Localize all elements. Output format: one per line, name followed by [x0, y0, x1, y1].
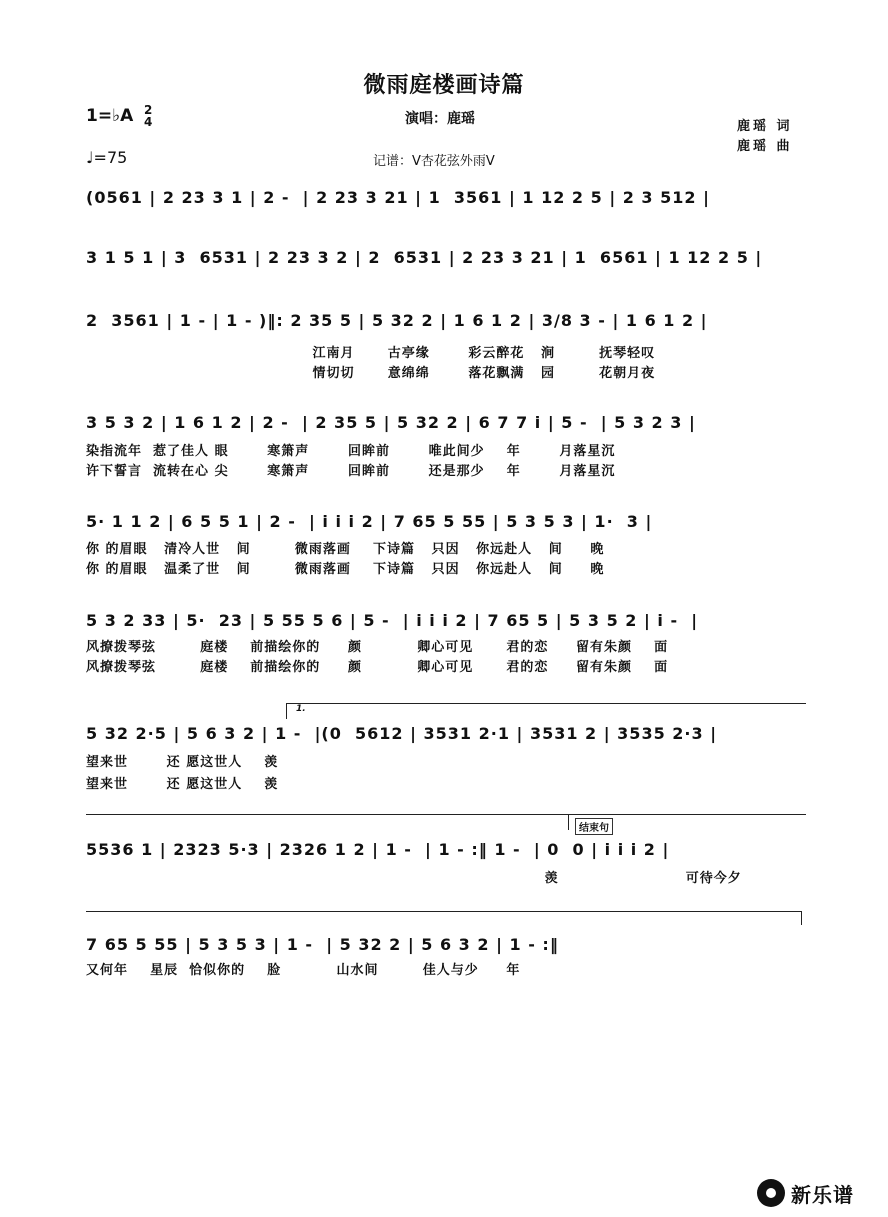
volta-label-1: 1.: [296, 704, 306, 714]
ending-bracket-end: [801, 911, 802, 925]
notation-line: 5 32 2·5 | 5 6 3 2 | 1 - |(0 5612 | 3531 2·1 | 3531 2 | 3535 2·3 |: [86, 724, 718, 743]
score-row-8: [86, 836, 806, 864]
notation-line: 7 65 5 55 | 5 3 5 3 | 1 - | 5 32 2 | 5 6 3 2 | 1 - :‖: [86, 935, 559, 954]
lyricist-credit: 鹿瑶 词: [737, 119, 793, 134]
time-top: 2: [144, 103, 153, 117]
notation-line: 5536 1 | 2323 5·3 | 2326 1 2 | 1 - | 1 - :‖ 1 - | 0 0 | i i i 2 |: [86, 840, 670, 859]
volta-bracket-continued: [86, 814, 568, 815]
ending-bracket-side: [568, 814, 569, 830]
time-bottom: 4: [144, 115, 153, 129]
lyric-line: 你 的眉眼 温柔了世 间 微雨落画 下诗篇 只因 你远赴人 间 晚: [86, 562, 605, 577]
ending-label: 结束句: [575, 818, 613, 835]
lyric-line: 染指流年 惹了佳人 眼 寒箫声 回眸前 唯此间少 年 月落星沉: [86, 444, 616, 459]
key-signature: 1=♭A: [86, 106, 134, 126]
volta-bracket-1: [286, 703, 806, 704]
lyric-line: 又何年 星辰 恰似你的 脸 山水间 佳人与少 年: [86, 963, 521, 978]
scribe-credit: 记谱：V杏花弦外雨V: [373, 154, 495, 169]
notation-line: 3 5 3 2 | 1 6 1 2 | 2 - | 2 35 5 | 5 32 2 | 6 7 7 i | 5 - | 5 3 2 3 |: [86, 413, 696, 432]
singer-credit: 演唱：鹿瑶: [405, 111, 475, 127]
volta-bracket-1-side: [286, 703, 287, 719]
score-row-9: [86, 931, 806, 959]
lyric-line: 望来世 还 愿这世人 羡: [86, 777, 279, 792]
logo-text: 新乐谱: [791, 1182, 854, 1207]
time-signature: [144, 104, 152, 128]
notation-line: 3 1 5 1 | 3 6531 | 2 23 3 2 | 2 6531 | 2 23 3 21 | 1 6561 | 1 12 2 5 |: [86, 248, 763, 267]
ending-bracket-continued: [86, 911, 802, 912]
lyric-line: 情切切 意绵绵 落花飘满 园 花朝月夜: [86, 366, 656, 381]
score-row-5: [86, 508, 806, 536]
score-row-6: [86, 607, 806, 635]
notation-line: 5· 1 1 2 | 6 5 5 1 | 2 - | i i i 2 | 7 65 5 55 | 5 3 5 3 | 1· 3 |: [86, 512, 653, 531]
score-row-2: [86, 244, 806, 272]
tempo-marking: ♩=75: [86, 148, 128, 167]
lyric-line: 江南月 古亭缘 彩云醉花 涧 抚琴轻叹: [86, 346, 656, 361]
score-row-4: [86, 409, 806, 437]
notation-line: 5 3 2 33 | 5· 23 | 5 55 5 6 | 5 - | i i i 2 | 7 65 5 | 5 3 5 2 | i - |: [86, 611, 699, 630]
score-row-7: [86, 720, 806, 748]
lyric-line: 羡 可待今夕: [86, 871, 742, 886]
composer-credit: 鹿瑶 曲: [737, 139, 793, 154]
score-row-3: [86, 307, 806, 335]
notation-line: (0561 | 2 23 3 1 | 2 - | 2 23 3 21 | 1 3561 | 1 12 2 5 | 2 3 512 |: [86, 188, 710, 207]
lyric-line: 许下誓言 流转在心 尖 寒箫声 回眸前 还是那少 年 月落星沉: [86, 464, 616, 479]
lyric-line: 望来世 还 愿这世人 羡: [86, 755, 279, 770]
lyric-line: 风撩拨琴弦 庭楼 前描绘你的 颜 卿心可见 君的恋 留有朱颜 面: [86, 660, 669, 675]
lyric-line: 你 的眉眼 清冷人世 间 微雨落画 下诗篇 只因 你远赴人 间 晚: [86, 542, 605, 557]
score-row-1: [86, 184, 806, 212]
notation-line: 2 3561 | 1 - | 1 - )‖: 2 35 5 | 5 32 2 | 1 6 1 2 | 3/8 3 - | 1 6 1 2 |: [86, 311, 708, 330]
lyric-line: 风撩拨琴弦 庭楼 前描绘你的 颜 卿心可见 君的恋 留有朱颜 面: [86, 640, 669, 655]
song-title: 微雨庭楼画诗篇: [363, 73, 525, 98]
site-logo[interactable]: [757, 1178, 854, 1208]
record-disc-icon: [757, 1179, 785, 1207]
ending-bracket: [568, 814, 806, 815]
